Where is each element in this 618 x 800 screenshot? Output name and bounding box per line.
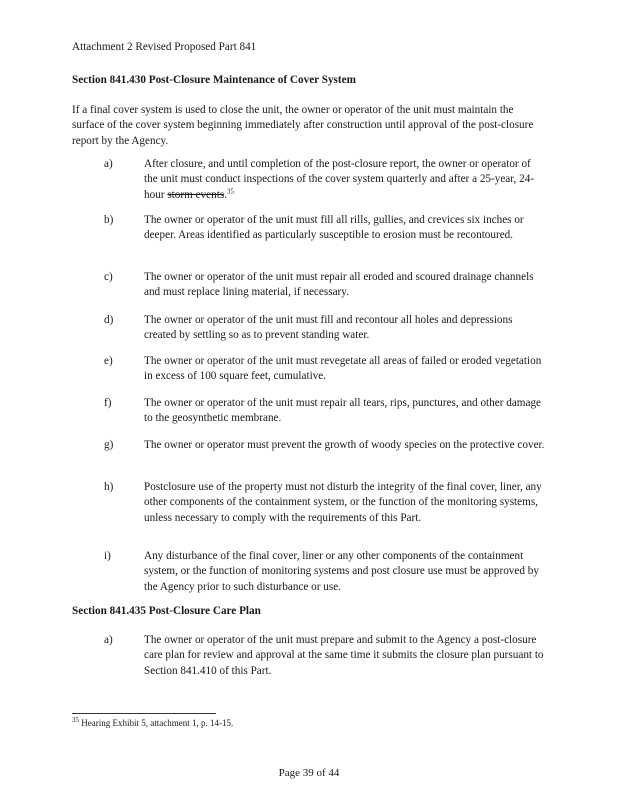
item-text: The owner or operator of the unit must revegetate all areas of failed or eroded vegetation in excess of 100 square feet, cumulative. bbox=[144, 355, 542, 383]
item-text: The owner or operator of the unit must fill all rills, gullies, and crevices six inches or deeper. Areas identified as particularly susceptible to erosion must be recontoured. bbox=[144, 214, 524, 242]
item-text: After closure, and until completion of the post-closure report, the owner or operator of the unit must conduct inspections of the cover system quarterly and after a 25-year, 24-hour storm events.$^{35}$ bbox=[144, 158, 535, 201]
item-label: c) bbox=[104, 271, 113, 283]
footnote-text: Hearing Exhibit 5, attachment 1, p. 14-15. bbox=[79, 718, 234, 728]
footnote-divider bbox=[72, 713, 216, 714]
intro-paragraph: If a final cover system is used to close the unit, the owner or operator of the unit must maintain the surface of the cover system beginning immediately after construction until approval of the post-closure report by the Agency. bbox=[72, 104, 534, 147]
page-header: Attachment 2 Revised Proposed Part 841 bbox=[72, 41, 257, 53]
item-label: a) bbox=[104, 158, 113, 170]
item-label: d) bbox=[104, 314, 114, 326]
item-text: Any disturbance of the final cover, liner or any other components of the containment system, or the function of monitoring systems and post closure use must be approved by the Agency prior to such disturbance or use. bbox=[144, 550, 539, 593]
item-label: b) bbox=[104, 214, 114, 226]
item-label: h) bbox=[104, 481, 114, 493]
item-label: f) bbox=[104, 397, 112, 409]
item-label: g) bbox=[104, 439, 114, 451]
footnote-ref: 35 bbox=[226, 187, 234, 196]
section-title-841-430: Section 841.430 Post-Closure Maintenance of Cover System bbox=[72, 74, 356, 86]
footnote-number: 35 bbox=[72, 716, 79, 724]
item-text: The owner or operator of the unit must fill and recontour all holes and depressions created by settling so as to prevent standing water. bbox=[144, 314, 513, 342]
page-number: Page 39 of 44 bbox=[278, 767, 340, 779]
item-label: a) bbox=[104, 634, 113, 646]
item-text: The owner or operator of the unit must prepare and submit to the Agency a post-closure care plan for review and approval at the same time it submits the closure plan pursuant to Section 841.410 of this Part. bbox=[144, 634, 544, 677]
item-text: The owner or operator of the unit must repair all tears, rips, punctures, and other damage to the geosynthetic membrane. bbox=[144, 397, 542, 425]
item-text: Postclosure use of the property must not disturb the integrity of the final cover, liner, any other components of the containment system, or the function of the monitoring systems, unless necessary to comply with the requirements of this Part. bbox=[144, 481, 542, 524]
item-label: e) bbox=[104, 355, 113, 367]
item-text: The owner or operator of the unit must repair all eroded and scoured drainage channels and must replace lining material, if necessary. bbox=[144, 271, 534, 299]
struck-text: storm events bbox=[167, 188, 225, 201]
section-title-841-435: Section 841.435 Post-Closure Care Plan bbox=[72, 605, 261, 617]
footnote bbox=[72, 717, 233, 729]
item-label: i) bbox=[104, 550, 111, 562]
item-text: The owner or operator must prevent the growth of woody species on the protective cover. bbox=[144, 439, 545, 451]
